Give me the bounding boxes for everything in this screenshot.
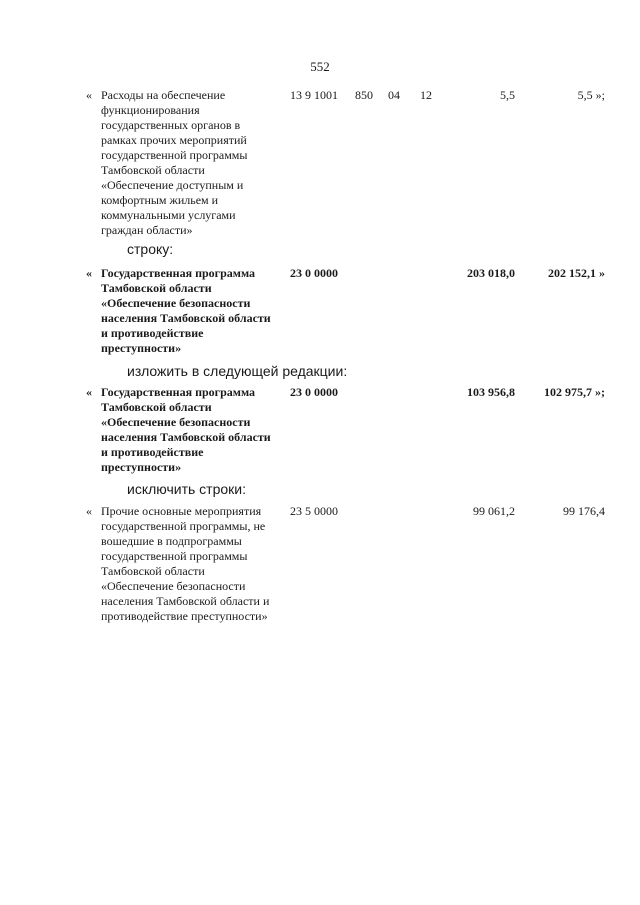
open-quote: « — [86, 88, 92, 102]
row-section: 04 — [388, 88, 400, 102]
open-quote: « — [86, 504, 92, 518]
open-quote: « — [86, 385, 92, 399]
row-description: Государственная программа Тамбовской области «Обеспечение безопасности населения Тамбовской области и противодействие преступности» — [101, 266, 271, 355]
row-expense-type: 850 — [355, 88, 373, 102]
row-description: Государственная программа Тамбовской области «Обеспечение безопасности населения Тамбовской области и противодействие преступности» — [101, 385, 271, 474]
row-value-1: 103 956,8 — [467, 385, 515, 399]
row-value-2: 99 176,4 — [563, 504, 605, 518]
row-code: 23 0 0000 — [290, 266, 338, 280]
row-description: Расходы на обеспечение функционирования государственных органов в рамках прочих мероприятий государственной программы Тамбовской области «Обеспечение доступным и комфортным жильем и коммунальными услугами граждан области» — [101, 88, 248, 237]
row-value-2: 202 152,1 » — [548, 266, 605, 280]
row-value-2: 102 975,7 »; — [544, 385, 605, 399]
row-code: 13 9 1001 — [290, 88, 338, 102]
row-subsection: 12 — [420, 88, 432, 102]
instruction-row-word: строку: — [127, 241, 174, 257]
row-code: 23 0 0000 — [290, 385, 338, 399]
instruction-exclude: исключить строки: — [127, 481, 246, 497]
row-value-1: 99 061,2 — [473, 504, 515, 518]
open-quote: « — [86, 266, 92, 280]
instruction-edit: изложить в следующей редакции: — [127, 363, 348, 379]
row-value-1: 203 018,0 — [467, 266, 515, 280]
row-code: 23 5 0000 — [290, 504, 338, 518]
row-value-1: 5,5 — [500, 88, 515, 102]
row-description: Прочие основные мероприятия государственной программы, не вошедшие в подпрограммы государственной программы Тамбовской области «Обеспечение безопасности населения Тамбовской области и противодействие преступности» — [101, 504, 270, 623]
row-value-2: 5,5 »; — [577, 88, 605, 102]
page-number: 552 — [310, 59, 330, 74]
